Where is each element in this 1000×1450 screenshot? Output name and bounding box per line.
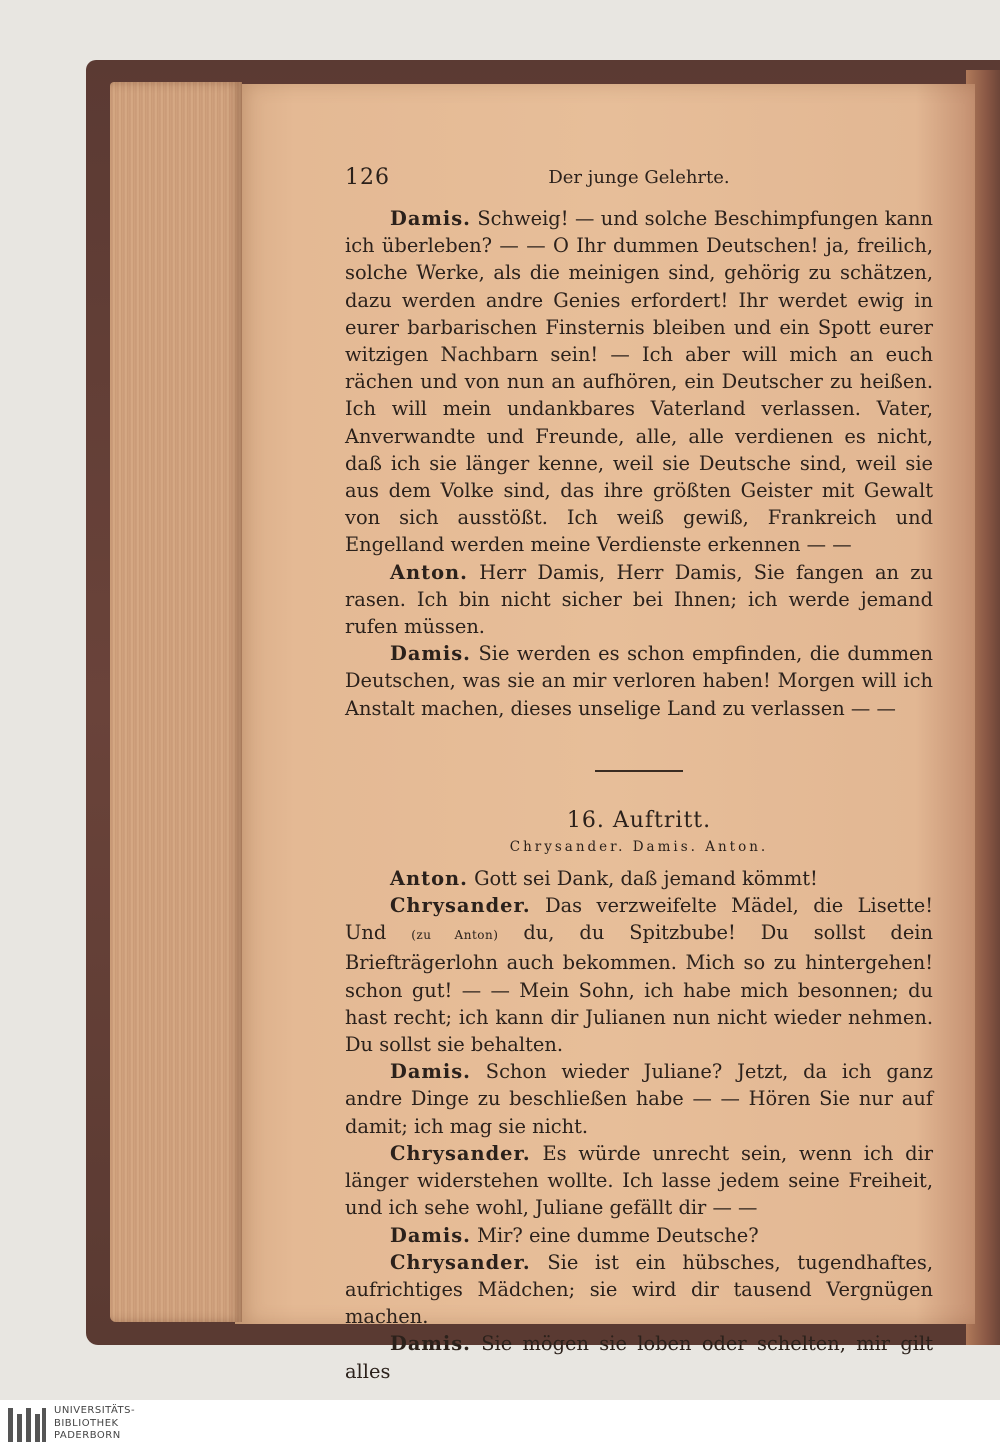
library-name-line: BIBLIOTHEK [54,1417,119,1429]
dialogue-text: Sie ist ein hübsches, tugendhaftes, aufrichtiges Mädchen; sie wird dir tausend Vergnügen machen. [345,1250,933,1329]
speaker-name: Damis. [390,1332,471,1356]
dialogue-paragraph [345,865,933,892]
page-edges [110,82,242,1322]
dialogue-text: du, du Spitzbube! Du sollst dein Briefträgerlohn auch bekommen. Mich so zu hintergehen! schon gut! — — Mein Sohn, ich habe mich besonnen; du hast recht; ich kann dir Julianen nun nicht wieder nehmen. Du sollst sie behalten. [345,921,934,1057]
dialogue-text: Sie werden es schon empfinden, die dummen Deutschen, was sie an mir verloren haben! Morgen will ich Anstalt machen, dieses unselige Land zu verlassen — — [345,642,934,720]
dialogue-paragraph [345,892,933,1058]
dialogue-paragraph [345,1058,933,1140]
dialogue-text: Herr Damis, Herr Damis, Sie fangen an zu rasen. Ich bin nicht sicher bei Ihnen; ich werde jemand rufen müssen. [345,560,933,639]
speaker-name: Chrysander. [390,1250,531,1274]
dialogue-text: Schweig! — und solche Beschimpfungen kann ich überleben? — — O Ihr dummen Deutschen! ja, freilich, solche Werke, als die meinigen sind, gehörig zu schätzen, dazu werden andre Genies erfordert! Ihr werdet ewig in eurer barbarischen Finsternis bleiben und ein Spott eurer witzigen Nachbarn sein! — Ich aber will mich an euch rächen und von nun an aufhören, ein Deutscher zu heißen. Ich will mein undankbares Vaterland verlassen. Vater, Anverwandte und Freunde, alle, alle verdienen es nicht, daß ich sie länger kenne, weil sie Deutsche sind, weil sie aus dem Volke sind, das ihre größten Geister mit Gewalt von sich ausstößt. Ich weiß gewiß, Frankreich und Engelland werden meine Verdienste erkennen — — [345,207,933,557]
library-name-line: UNIVERSITÄTS- [54,1405,136,1416]
dialogue-paragraph [345,205,933,559]
speaker-name: Chrysander. [390,894,531,918]
page-number: 126 [345,165,390,190]
speaker-name: Anton. [390,866,468,890]
scene-heading: 16. Auftritt. [566,807,712,833]
speaker-name: Damis. [390,1223,471,1247]
dialogue-text: Gott sei Dank, daß jemand kömmt! [474,866,818,890]
speaker-name: Damis. [390,1060,471,1084]
scene-cast: Chrysander. Damis. Anton. [509,838,769,855]
running-head [345,165,933,205]
dialogue-paragraph [345,1222,933,1249]
dialogue-text: Mir? eine dumme Deutsche? [477,1223,759,1247]
dialogue-paragraph [345,1140,933,1222]
library-footer [0,1400,1000,1450]
speaker-name: Damis. [390,642,471,666]
dialogue-text: Sie mögen sie loben oder schelten, mir gilt alles [345,1332,933,1383]
dialogue-text: Das verzweifelte Mädel, die Lisette! Und [345,894,934,945]
running-title: Der junge Gelehrte. [548,167,730,188]
dialogue-text: Es würde unrecht sein, wenn ich dir länger widerstehen wollte. Ich lasse jedem seine Freiheit, und ich sehe wohl, Juliane gefällt dir — — [345,1141,933,1220]
dialogue-paragraph [345,559,933,641]
page-text [345,165,933,1385]
dialogue-paragraph [345,1249,933,1331]
speaker-name: Anton. [390,560,468,584]
speaker-name: Chrysander. [390,1141,531,1165]
section-divider [595,770,683,772]
stage-direction: (zu Anton) [411,928,499,943]
library-name [54,1405,135,1443]
speaker-name: Damis. [390,207,471,230]
library-name-line: PADERBORN [54,1430,121,1441]
library-logo-icon [6,1406,48,1444]
dialogue-paragraph [345,1330,933,1384]
dialogue-paragraph [345,640,933,722]
dialogue-text: Schon wieder Juliane? Jetzt, da ich ganz andre Dinge zu beschließen habe — — Hören Sie nur auf damit; ich mag sie nicht. [345,1060,933,1138]
